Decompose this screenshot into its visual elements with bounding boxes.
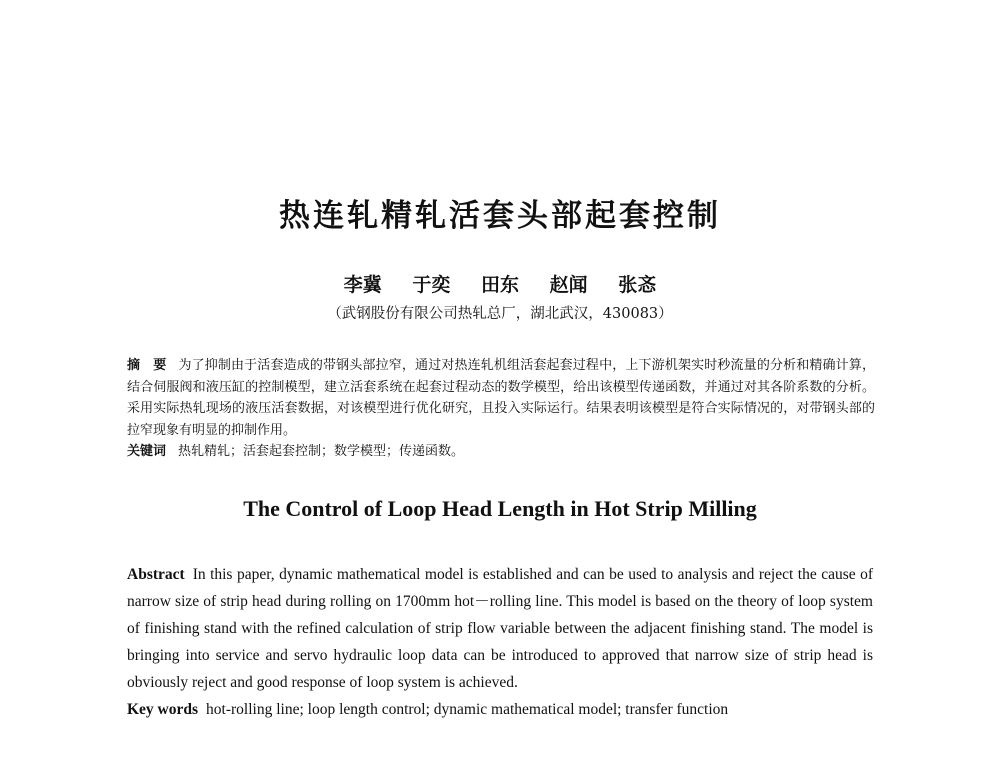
keywords-en-text: hot-rolling line; loop length control; dynamic mathematical model; transfer function <box>206 701 729 718</box>
affiliation: （武钢股份有限公司热轧总厂，湖北武汉，430083） <box>327 306 673 322</box>
author-name: 于奕 <box>412 274 451 296</box>
abstract-cn-text: 为了抑制由于活套造成的带钢头部拉窄，通过对热连轧机组活套起套过程中，上下游机架实时秒流量的分析和精确计算，结合伺服阀和液压缸的控制模型，建立活套系统在起套过程动态的数学模型，给出该模型传递函数，并通过对其各阶系数的分析。采用实际热轧现场的液压活套数据，对该模型进行优化研究，且投入实际运行。结果表明该模型是符合实际情况的，对带钢头部的拉窄现象有明显的抑制作用。 <box>127 358 875 438</box>
paper-title-en: The Control of Loop Head Length in Hot Strip Milling <box>243 496 757 521</box>
abstract-en-section <box>127 561 873 723</box>
keywords-cn <box>127 441 875 463</box>
abstract-cn-label: 摘 要 <box>127 358 167 373</box>
author-name: 李冀 <box>343 274 382 296</box>
author-name: 赵闻 <box>549 274 588 296</box>
abstract-en-label: Abstract <box>127 566 185 583</box>
abstract-en-text: In this paper, dynamic mathematical model is established and can be used to analysis and reject the cause of narrow size of strip head during rolling on 1700mm hot－rolling line. This model is based on the theory of loop system of finishing stand with the refined calculation of strip flow variable between the adjacent finishing stand. The model is bringing into service and servo hydraulic loop data can be introduced to approved that narrow size of strip head is obviously reject and good response of loop system is achieved. <box>127 566 873 691</box>
abstract-en <box>127 561 873 696</box>
abstract-cn <box>127 355 875 441</box>
author-name: 田东 <box>480 274 519 296</box>
keywords-en <box>127 696 873 723</box>
author-name: 张忞 <box>618 274 657 296</box>
paper-title-cn: 热连轧精轧活套头部起套控制 <box>279 198 721 234</box>
keywords-en-label: Key words <box>127 701 199 718</box>
keywords-cn-text: 热轧精轧；活套起套控制；数学模型；传递函数。 <box>178 444 465 459</box>
abstract-cn-section <box>127 355 875 463</box>
author-list <box>0 270 1000 297</box>
keywords-cn-label: 关键词 <box>127 444 167 459</box>
